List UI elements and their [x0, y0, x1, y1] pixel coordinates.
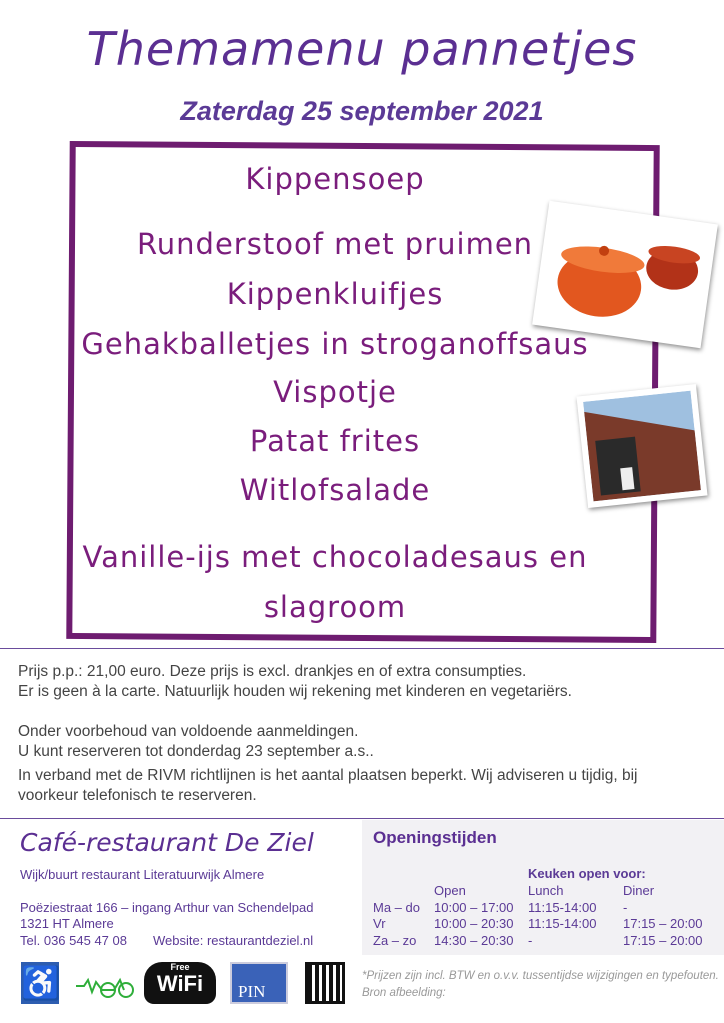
lunch-time: 11:15-14:00	[528, 916, 597, 931]
menu-item: Witlofsalade	[239, 473, 431, 507]
menu-item: Vanille-ijs met chocoladesaus en	[82, 540, 588, 574]
restaurant-subtitle: Wijk/buurt restaurant Literatuurwijk Almere	[20, 867, 265, 882]
diner-time: 17:15 – 20:00	[623, 916, 703, 931]
wifi-label: WiFi	[156, 971, 204, 996]
pans-image	[539, 208, 711, 342]
day: Za – zo	[373, 933, 417, 948]
note-line: Bron afbeelding:	[362, 987, 446, 999]
website-link[interactable]: Website: restaurantdeziel.nl	[153, 933, 314, 948]
restaurant-image	[583, 391, 701, 502]
menu-item: Gehakballetjes in stroganoffsaus	[81, 327, 589, 361]
restaurant-name: Café-restaurant De Ziel	[20, 828, 314, 857]
qr-code-icon[interactable]	[305, 962, 345, 1004]
lunch-time: -	[528, 933, 533, 948]
pans-photo	[532, 201, 718, 348]
city: 1321 HT Almere	[20, 916, 114, 931]
info-text: Prijs p.p.: 21,00 euro. Deze prijs is excl. drankjes en of extra consumpties.	[18, 663, 527, 680]
col-header: Open	[434, 883, 466, 898]
open-time: 10:00 – 20:30	[434, 916, 514, 931]
diner-time: 17:15 – 20:00	[623, 933, 703, 948]
diner-time: -	[623, 900, 628, 915]
menu-item: Runderstoof met pruimen	[136, 227, 534, 261]
menu-item: Kippenkluifjes	[226, 277, 444, 311]
info-text: U kunt reserveren tot donderdag 23 september a.s..	[18, 743, 374, 760]
col-header: Lunch	[528, 883, 564, 898]
pin-label: PIN	[238, 982, 266, 1001]
opening-hours	[362, 820, 724, 955]
menu-item: Kippensoep	[245, 162, 425, 196]
info-text: In verband met de RIVM richtlijnen is het aantal plaatsen beperkt. Wij adviseren u tijdig, bij	[18, 767, 638, 784]
col-header: Diner	[623, 883, 655, 898]
phone: Tel. 036 545 47 08	[20, 933, 127, 948]
address: Poëziestraat 166 – ingang Arthur van Schendelpad	[20, 900, 314, 915]
hours-title: Openingstijden	[373, 828, 497, 847]
menu-item: Patat frites	[249, 424, 421, 458]
lunch-time: 11:15-14:00	[528, 900, 597, 915]
day: Vr	[373, 916, 386, 931]
open-time: 14:30 – 20:30	[434, 933, 514, 948]
open-time: 10:00 – 17:00	[434, 900, 514, 915]
wifi-free-label: Free	[170, 962, 190, 972]
footnote	[362, 968, 719, 1002]
day: Ma – do	[373, 900, 420, 915]
note-line: *Prijzen zijn incl. BTW en o.v.v. tussentijdse wijzigingen en typefouten.	[362, 970, 719, 982]
info-text: Onder voorbehoud van voldoende aanmeldingen.	[18, 723, 359, 740]
event-date: Zaterdag 25 september 2021	[180, 96, 544, 126]
wheelchair-icon: ♿	[21, 962, 59, 1004]
info-text: Er is geen à la carte. Natuurlijk houden wij rekening met kinderen en vegetariërs.	[18, 683, 572, 700]
pin-icon	[230, 962, 288, 1004]
info-text: voorkeur telefonisch te reserveren.	[18, 787, 257, 804]
wifi-icon	[144, 962, 216, 1004]
restaurant-photo	[576, 384, 707, 508]
page-title: Themamenu pannetjes	[86, 22, 638, 76]
divider	[0, 818, 724, 819]
kitchen-label: Keuken open voor:	[528, 866, 646, 881]
ebike-charging-icon	[72, 962, 134, 1004]
menu-item: slagroom	[263, 590, 407, 624]
menu-item: Vispotje	[273, 375, 397, 409]
divider	[0, 648, 724, 649]
